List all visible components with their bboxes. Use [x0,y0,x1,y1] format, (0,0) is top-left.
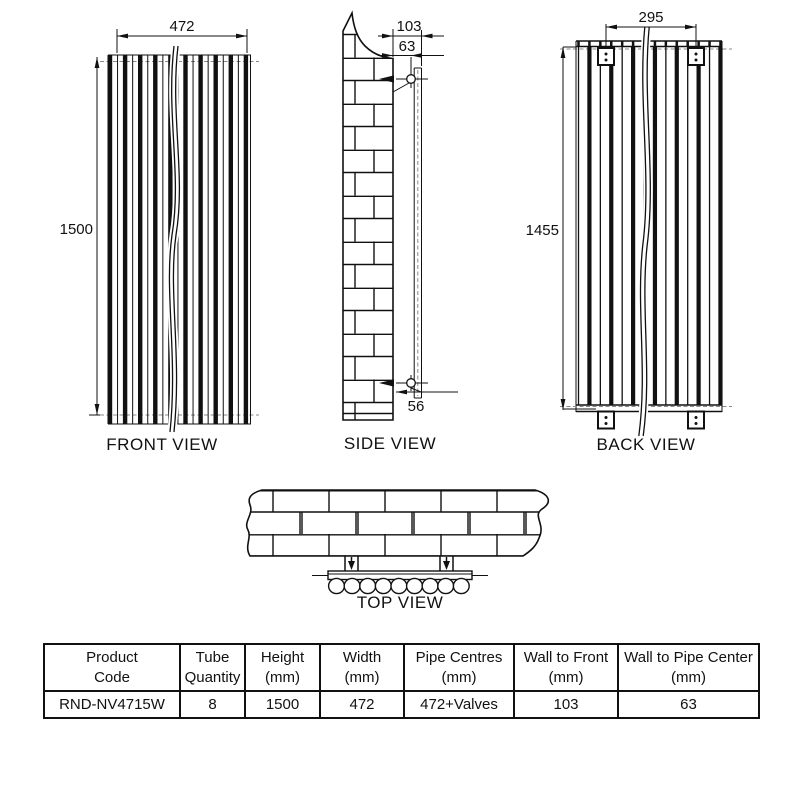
front-tube [123,55,127,424]
dimension-arrowhead [95,404,100,415]
front-tube [183,55,187,424]
top-wall-bricks [247,490,549,556]
cell-width: 472 [320,691,404,718]
cell-tube-quantity: 8 [180,691,245,718]
back-rail-tick [588,41,591,47]
back-bottom-left-bracket [598,412,614,429]
back-rail-tick [686,41,689,47]
cell-wall-to-pipe-center: 63 [618,691,759,718]
dimension-arrowhead [95,57,100,68]
top-view-drawing [247,490,549,594]
front-tube [153,55,157,424]
cell-height: 1500 [245,691,320,718]
back-rail-tick [621,41,624,47]
back-tube-line [718,47,722,405]
side-top-pipe-connection [407,75,416,84]
top-tube-oval [407,578,423,593]
back-top-right-bracket [688,48,704,65]
back-rail-tick [577,41,580,47]
top-tube-oval [391,578,407,593]
back-tube-line [675,47,679,405]
back-rail-tick [610,41,613,47]
dimension-arrowhead [606,25,617,30]
dimension-arrowhead [443,561,450,570]
top-tube-oval [360,578,376,593]
front-tube [108,55,112,424]
col-header-pipe-centres: Pipe Centres (mm) [404,644,514,691]
back-tube-line [653,47,657,405]
back-view-drawing [560,24,732,436]
top-tube-sections [329,578,470,593]
dimension-arrowhead [561,399,566,410]
side-wall-to-front-dim-label: 103 [396,18,422,35]
spec-table-data-row [44,691,759,718]
back-tube-line [622,47,623,405]
front-tube [214,55,218,424]
side-bottom-pipe-connection [407,379,416,388]
top-tube-oval [438,578,454,593]
front-width-dim-label: 472 [169,18,195,35]
back-bracket-centres-dim-label: 295 [638,9,664,26]
col-header-height: Height (mm) [245,644,320,691]
back-rail-tick [697,41,700,47]
col-header-wall-to-front: Wall to Front (mm) [514,644,618,691]
front-tube [244,55,248,424]
back-rail-tick [708,41,711,47]
dimension-arrowhead [396,390,407,395]
side-wall-bricks [343,13,393,420]
cell-wall-to-front: 103 [514,691,618,718]
dimension-arrowhead [382,34,393,39]
top-tube-oval [453,578,469,593]
front-tube [198,55,202,424]
back-view-caption: BACK VIEW [596,435,696,454]
top-tube-oval [422,578,438,593]
back-tube-line [665,47,666,405]
front-view-drawing [89,29,259,432]
back-tube-line [600,47,601,405]
back-tube-line [709,47,710,405]
back-tube-line [587,47,591,405]
dimension-arrowhead [117,34,128,39]
front-view-caption: FRONT VIEW [106,435,218,454]
spec-table [43,643,760,719]
back-rail-tick [599,41,602,47]
back-tube-line [631,47,635,405]
cell-pipe-centres: 472+Valves [404,691,514,718]
side-view-drawing [343,13,458,420]
side-bottom-dim-label: 56 [407,398,425,415]
front-tube [138,55,142,424]
spec-table-header-row [44,644,759,691]
back-tube-line [687,47,688,405]
col-header-tube-quantity: Tube Quantity [180,644,245,691]
col-header-product-code: Product Code [44,644,180,691]
dimension-arrowhead [422,34,433,39]
back-top-left-bracket [598,48,614,65]
back-rail-tick [676,41,679,47]
col-header-width: Width (mm) [320,644,404,691]
dimension-arrowhead [236,34,247,39]
back-rail-tick [632,41,635,47]
back-tube-line [578,47,579,405]
back-rail-tick [719,41,722,47]
top-tube-oval [375,578,391,593]
top-view-caption: TOP VIEW [356,593,444,612]
side-view-caption: SIDE VIEW [343,434,437,453]
back-tube-line [609,47,613,405]
front-radiator-tubes [108,55,251,424]
front-height-dim-label: 1500 [59,221,93,238]
back-bottom-right-bracket [688,412,704,429]
back-bracket-height-dim-label: 1455 [525,222,559,239]
dimension-arrowhead [685,25,696,30]
col-header-wall-to-pipe-center: Wall to Pipe Center (mm) [618,644,759,691]
top-tube-oval [329,578,345,593]
side-wall-to-pipe-dim-label: 63 [398,38,416,55]
cell-product-code: RND-NV4715W [44,691,180,718]
back-rail-tick [654,41,657,47]
top-tube-oval [344,578,360,593]
back-tube-line [697,47,701,405]
dimension-arrowhead [348,561,355,570]
back-rail-tick [665,41,668,47]
front-tube [229,55,233,424]
